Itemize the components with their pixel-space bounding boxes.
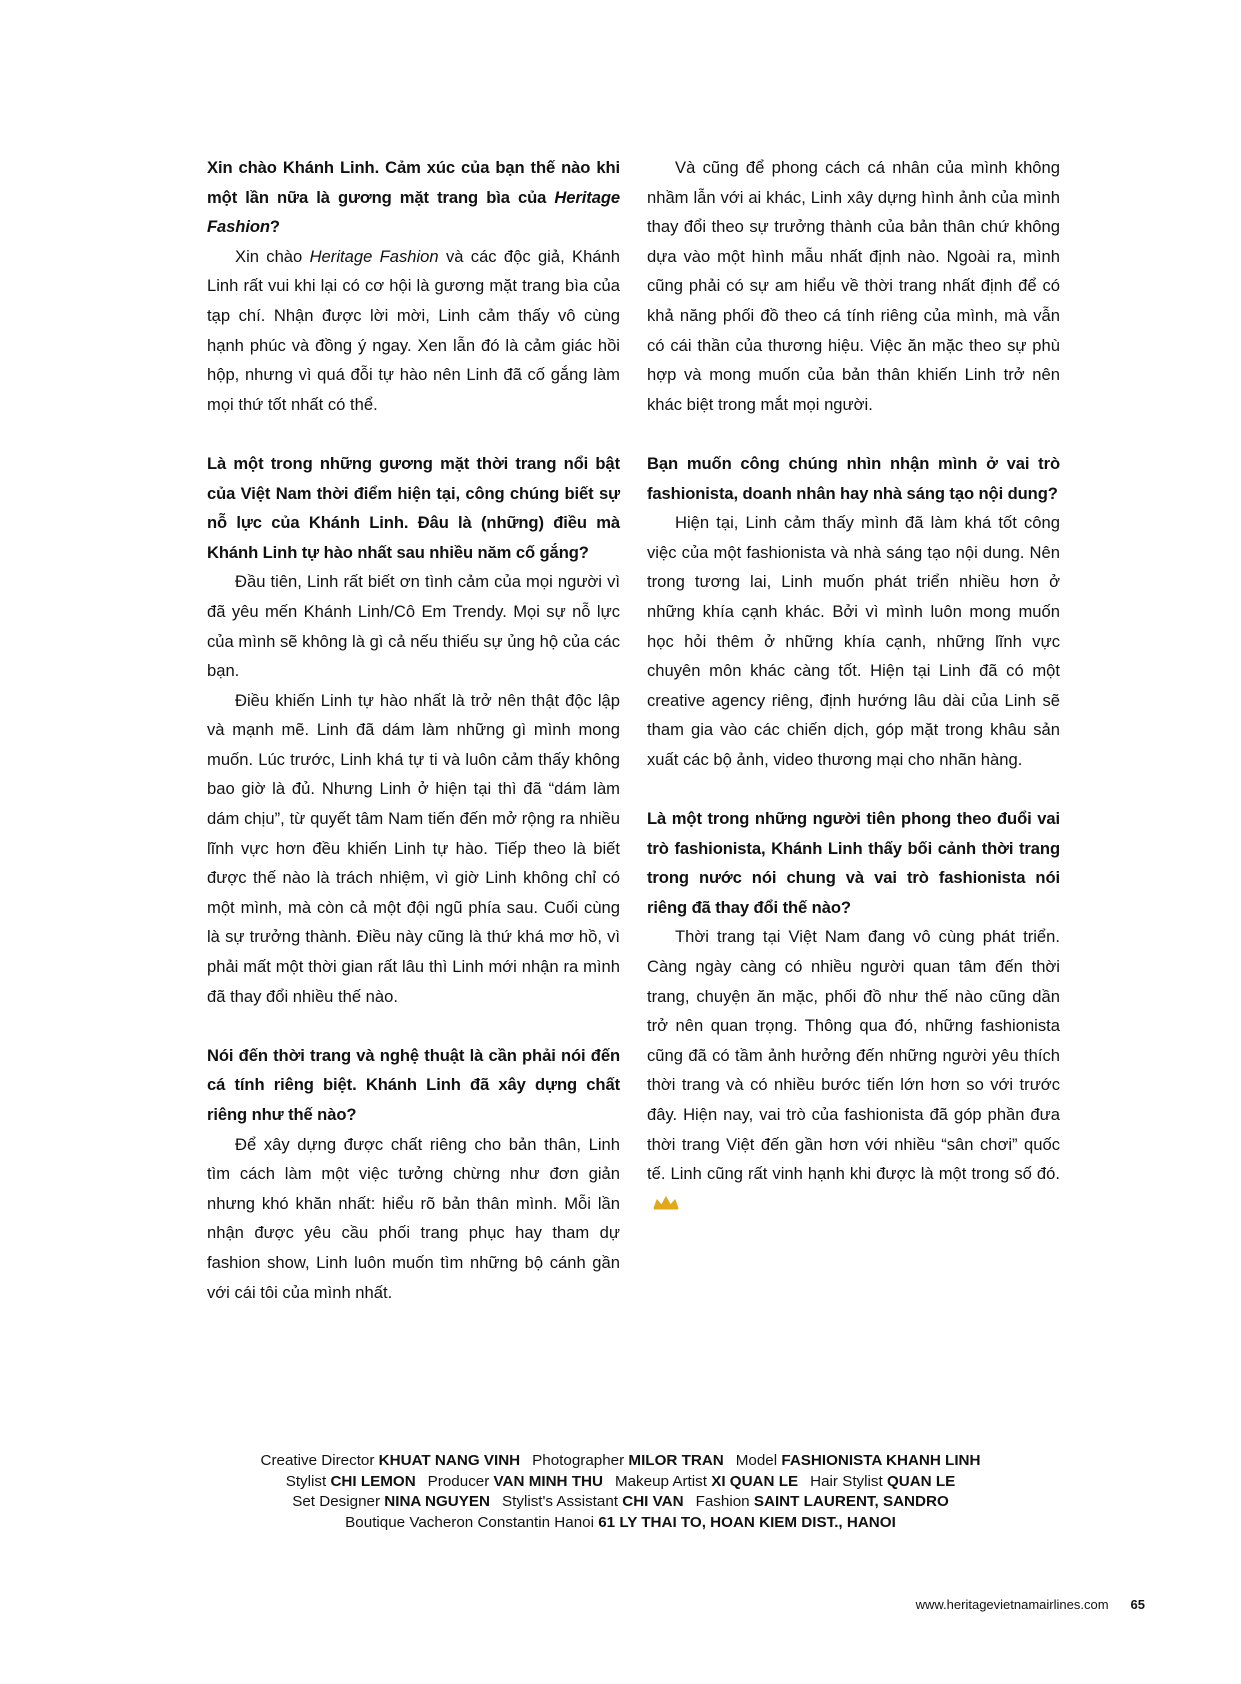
- credit-entry: [615, 1473, 798, 1490]
- credit-name: XI QUAN LE: [711, 1472, 799, 1490]
- credit-entry: [428, 1473, 603, 1490]
- credit-role: Producer: [427, 1472, 490, 1490]
- credit-role: Fashion: [695, 1493, 750, 1511]
- credit-name: NINA NGUYEN: [384, 1493, 491, 1511]
- credit-name: VAN MINH THU: [493, 1472, 603, 1490]
- credit-name: MILOR TRAN: [628, 1452, 724, 1469]
- credit-name: SAINT LAURENT, SANDRO: [753, 1493, 949, 1511]
- question-5: Là một trong những người tiên phong theo đuổi vai trò fashionista, Khánh Linh thấy bối cảnh thời trang trong nước nói chung và vai trò fashionista nói riêng đã thay đổi thế nào?: [647, 809, 1060, 917]
- credits-line-1: [160, 1451, 1081, 1472]
- question-4: Bạn muốn công chúng nhìn nhận mình ở vai trò fashionista, doanh nhân hay nhà sáng tạo nội dung?: [647, 453, 1060, 503]
- credit-name: 61 LY THAI TO, HOAN KIEM DIST., HANOI: [598, 1513, 896, 1531]
- question-2: Là một trong những gương mặt thời trang nổi bật của Việt Nam thời điểm hiện tại, công chúng biết sự nỗ lực của Khánh Linh. Đâu là (những) điều mà Khánh Linh tự hào nhất sau nhiều năm cố gắng?: [207, 453, 620, 562]
- answer-4: Hiện tại, Linh cảm thấy mình đã làm khá tốt công việc của một fashionista và nhà sáng tạo nội dung. Nên trong tương lai, Linh muốn phát triển nhiều hơn ở những khía cạnh khác. Bởi vì mình luôn mong muốn học hỏi thêm ở những khía cạnh, những lĩnh vực chuyên môn khác càng tốt. Hiện tại Linh đã có một creative agency riêng, định hướng lâu dài của Linh sẽ tham gia vào các chiến dịch, góp mặt trong khâu sản xuất các bộ ảnh, video thương mại cho nhãn hàng.: [647, 513, 1060, 769]
- answer-1: Xin chào Heritage Fashion và các độc giả, Khánh Linh rất vui khi lại có cơ hội là gương mặt trang bìa của tạp chí. Nhận được lời mời, Linh cảm thấy vô cùng hạnh phúc và đồng ý ngay. Xen lẫn đó là cảm giác hồi hộp, nhưng vì quá đỗi tự hào nên Linh đã cố gắng làm mọi thứ tốt nhất có thể.: [207, 246, 620, 414]
- left-column: [207, 153, 620, 1307]
- credit-entry: [502, 1493, 684, 1510]
- credits-line-4: [160, 1513, 1081, 1534]
- page-number: 65: [1130, 1597, 1145, 1612]
- credit-role: Stylist: [285, 1472, 327, 1490]
- credit-entry: [345, 1514, 896, 1531]
- credit-role: Set Designer: [292, 1493, 381, 1511]
- credit-role: Makeup Artist: [614, 1472, 707, 1490]
- credit-name: KHUAT NANG VINH: [378, 1452, 521, 1469]
- answer-3-continued: Và cũng để phong cách cá nhân của mình không nhầm lẫn với ai khác, Linh xây dựng hình ảnh của mình thay đổi theo sự trưởng thành của bản thân chứ không dựa vào một hình mẫu nhất định nào. Ngoài ra, mình cũng phải có sự am hiểu về thời trang nhất định để có khả năng phối đồ theo cá tính riêng của mình, mà vẫn có cái thần của thương hiệu. Việc ăn mặc theo sự phù hợp và mong muốn của bản thân khiến Linh trở nên khác biệt trong mắt mọi người.: [647, 158, 1060, 414]
- credit-entry: [696, 1493, 949, 1510]
- credits-line-2: [160, 1472, 1081, 1493]
- credit-role: Boutique Vacheron Constantin Hanoi: [345, 1513, 594, 1531]
- credit-entry: [292, 1493, 490, 1510]
- credits-line-3: [160, 1492, 1081, 1513]
- credit-entry: [532, 1452, 724, 1469]
- credit-entry: [261, 1452, 521, 1469]
- crown-end-mark-icon: [653, 1196, 679, 1210]
- question-3: Nói đến thời trang và nghệ thuật là cần phải nói đến cá tính riêng biệt. Khánh Linh đã xây dựng chất riêng như thế nào?: [207, 1045, 620, 1124]
- photo-credits: [160, 1451, 1081, 1533]
- website-url: www.heritagevietnamairlines.com: [915, 1597, 1109, 1612]
- page-footer: [916, 1596, 1145, 1614]
- answer-3: Để xây dựng được chất riêng cho bản thân, Linh tìm cách làm một việc tưởng chừng như đơn giản nhưng khó khăn nhất: hiểu rõ bản thân mình. Mỗi lần nhận được yêu cầu phối trang phục hay tham dự fashion show, Linh luôn muốn tìm những bộ cánh gần với cái tôi của mình nhất.: [207, 1134, 620, 1302]
- answer-5: Thời trang tại Việt Nam đang vô cùng phát triển. Càng ngày càng có nhiều người quan tâm đến thời trang, chuyện ăn mặc, phối đồ như thế nào cũng dần trở nên quan trọng. Thông qua đó, những fashionista cũng đã có tầm ảnh hưởng đến những người yêu thích thời trang và có nhiều bước tiến lớn hơn so với trước đây. Hiện nay, vai trò của fashionista đã góp phần đưa thời trang Việt đến gần hơn với nhiều “sân chơi” quốc tế. Linh cũng rất vinh hạnh khi được là một trong số đó.: [647, 922, 1060, 1218]
- credit-role: Hair Stylist: [810, 1472, 883, 1490]
- credit-name: CHI VAN: [622, 1493, 684, 1511]
- credit-role: Photographer: [532, 1452, 625, 1469]
- credit-name: CHI LEMON: [330, 1472, 416, 1490]
- credit-role: Creative Director: [260, 1452, 375, 1469]
- answer-2-paragraph-2: Điều khiến Linh tự hào nhất là trở nên thật độc lập và mạnh mẽ. Linh đã dám làm những gì mình mong muốn. Lúc trước, Linh khá tự ti và luôn cảm thấy không bao giờ là đủ. Nhưng Linh ở hiện tại thì đã “dám làm dám chịu”, từ quyết tâm Nam tiến đến mở rộng ra nhiều lĩnh vực hơn đều khiến Linh tự hào. Tiếp theo là biết được thế nào là trách nhiệm, vì giờ Linh không chỉ có một mình, mà còn cả một đội ngũ phía sau. Cuối cùng là sự trưởng thành. Điều này cũng là thứ khá mơ hồ, vì phải mất một thời gian rất lâu thì Linh mới nhận ra mình đã thay đổi nhiều thế nào.: [207, 690, 620, 1006]
- credit-entry: [736, 1452, 981, 1469]
- credit-name: QUAN LE: [886, 1472, 956, 1490]
- right-column: [647, 153, 1060, 1218]
- credit-role: Model: [735, 1452, 778, 1469]
- answer-2-paragraph-1: Đầu tiên, Linh rất biết ơn tình cảm của mọi người vì đã yêu mến Khánh Linh/Cô Em Trendy. Mọi sự nỗ lực của mình sẽ không là gì cả nếu thiếu sự ủng hộ của các bạn.: [207, 572, 620, 681]
- credit-name: FASHIONISTA KHANH LINH: [781, 1452, 981, 1469]
- credit-entry: [810, 1473, 955, 1490]
- credit-entry: [286, 1473, 416, 1490]
- credit-role: Stylist's Assistant: [502, 1493, 619, 1511]
- question-1: Xin chào Khánh Linh. Cảm xúc của bạn thế nào khi một lần nữa là gương mặt trang bìa của Heritage Fashion?: [207, 158, 620, 237]
